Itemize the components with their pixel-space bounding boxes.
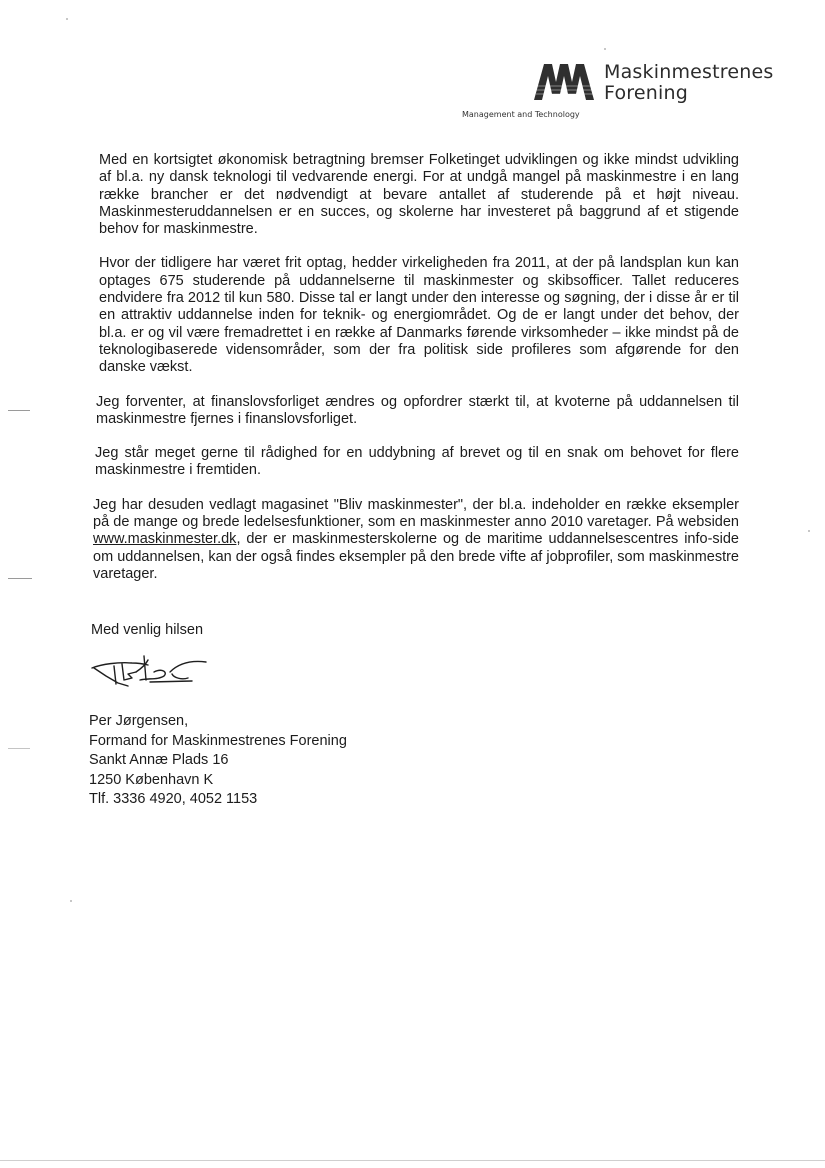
organization-logo [532,60,792,106]
sender-block [89,712,347,810]
paragraph-5-text-before: Jeg har desuden vedlagt magasinet "Bliv maskinmester", der bl.a. indeholder en række eksempler på de mange og brede ledelsesfunktioner, som en maskinmester anno 2010 varetager. På websiden [93,496,739,531]
sender-city: 1250 København K [89,771,214,788]
logo-name-line1: Maskinmestrenes [604,61,774,83]
paragraph-3: Jeg forventer, at finanslovsforliget ændres og opfordrer stærkt til, at kvoterne på uddannelsen til maskinmestre fjernes i finanslovsforliget. [96,393,739,427]
logo-name-line2: Forening [604,82,688,104]
handwritten-signature [88,650,218,694]
logo-wordmark [604,62,774,104]
closing-salutation: Med venlig hilsen [91,622,204,638]
paragraph-5-text-after: , der er maskinmesterskolerne og de maritime uddannelsescentres info-side om uddannelsen, kan der også findes eksempler på den brede vifte af jobprofiler, som maskinmestre varetager. [93,531,739,582]
letter-body [93,152,739,600]
scan-artifact-dot [70,900,72,902]
scan-artifact-dot [808,530,810,532]
paragraph-5 [93,497,739,583]
scan-artifact-line [8,578,32,579]
paragraph-1: Med en kortsigtet økonomisk betragtning bremser Folketinget udviklingen og ikke mindst udvikling af bl.a. ny dansk teknologi til vedvarende energi. For at undgå mangel på maskinmestre i en lang række brancher er det nødvendigt at bevare antallet af studerende på et højt niveau. Maskinmesteruddannelsen er en succes, og skolerne har investeret på baggrund af et stigende behov for maskinmestre. [99,152,739,238]
paragraph-4: Jeg står meget gerne til rådighed for en uddybning af brevet og til en snak om behovet for flere maskinmestre i fremtiden. [95,445,739,479]
sender-title: Formand for Maskinmestrenes Forening [89,732,347,749]
scan-artifact-line [0,1160,825,1161]
logo-tagline: Management and Technology [462,110,580,119]
website-link[interactable]: www.maskinmester.dk [93,531,237,548]
scan-artifact-dot [604,48,606,50]
paragraph-2: Hvor der tidligere har været frit optag, hedder virkeligheden fra 2011, at der på landsplan kun kan optages 675 studerende på uddannelserne til maskinmester og skibsofficer. Tallet reduceres endvidere fra 2012 til kun 580. Disse tal er langt under den interesse og søgning, der i disse år er til en attraktiv uddannelse inden for teknik- og energiområdet. Og de er langt under det behov, der bl.a. er og vil være fremadrettet i en række af Danmarks førende virksomheder – ikke mindst på de teknologibaserede vidensområder, som der fra politisk side profileres som afgørende for den danske vækst. [99,255,739,376]
scan-artifact-line [8,410,30,411]
sender-phone: Tlf. 3336 4920, 4052 1153 [89,791,258,807]
scan-artifact-dot [66,18,68,20]
logo-mark-icon [532,60,598,102]
sender-street: Sankt Annæ Plads 16 [89,752,229,768]
sender-name: Per Jørgensen, [89,713,189,729]
scan-artifact-line [8,748,30,749]
